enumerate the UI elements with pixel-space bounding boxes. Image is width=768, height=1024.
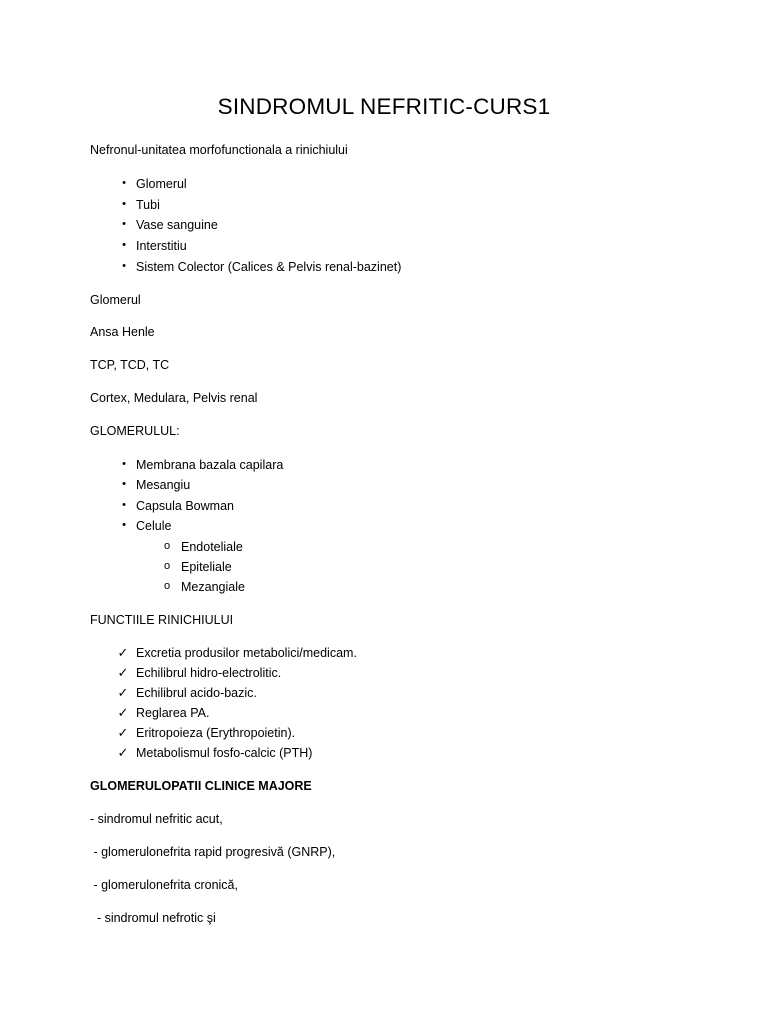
- bullet-icon: •: [122, 478, 126, 490]
- glomerulopatie-line: - sindromul nefritic acut,: [90, 812, 223, 826]
- glomerulopatie-line: - glomerulonefrita cronică,: [90, 878, 238, 892]
- bullet-icon: •: [122, 239, 126, 251]
- bullet-icon: •: [122, 519, 126, 531]
- line-glomerul: Glomerul: [90, 293, 141, 307]
- checkmark-icon: ✓: [117, 665, 129, 680]
- bullet-icon: •: [122, 218, 126, 230]
- bullet-icon: •: [122, 198, 126, 210]
- line-tubules: TCP, TCD, TC: [90, 358, 170, 372]
- checkmark-icon: ✓: [117, 745, 129, 760]
- glomerulopatie-line: - sindromul nefrotic şi: [90, 911, 216, 925]
- intro-line: Nefronul-unitatea morfofunctionala a rinichiului: [90, 143, 348, 157]
- bullet-icon: •: [122, 260, 126, 272]
- checkmark-icon: ✓: [117, 645, 129, 660]
- line-cortex: Cortex, Medulara, Pelvis renal: [90, 391, 258, 405]
- bullet-icon: •: [122, 499, 126, 511]
- checkmark-icon: ✓: [117, 685, 129, 700]
- page-title: SINDROMUL NEFRITIC-CURS1: [217, 94, 551, 119]
- checkmark-icon: ✓: [117, 725, 129, 740]
- bullet-icon: •: [122, 458, 126, 470]
- document-page: SINDROMUL NEFRITIC-CURS1 Nefronul-unitatea morfofunctionala a rinichiului • Glomerul • Tubi • Vase sanguine • Interstitiu • Sistem Colector (Calices & Pelvis renal-bazinet) Glomerul Ansa Henle TCP, TCD, TC Cortex, Medulara, Pelvis renal GLOMERULUL: • Membrana bazala capilara • Mesangiu • Capsula Bowman • Celule o Endoteliale o Epiteliale o Mezangiale FUNCTIILE RINICHIULUI ✓ Excretia produsilor metabolici/medicam. ✓ Echilibrul hidro-electrolitic. ✓ Echilibrul acido-bazic. ✓ Reglarea PA. ✓ Eritropoieza (Erythropoietin). ✓ Metabolismul fosfo-calcic (PTH) GLOMERULOPATII CLINICE MAJORE - sindromul nefritic acut, - glomerulonefrita rapid progresivă (GNRP), - glomerulonefrita cronică, - sindromul nefrotic şi: [0, 0, 768, 1024]
- glomerulopatie-line: - glomerulonefrita rapid progresivă (GNRP),: [90, 845, 336, 859]
- line-ansa-henle: Ansa Henle: [90, 325, 155, 339]
- glomerulopatii-heading: GLOMERULOPATII CLINICE MAJORE: [90, 779, 312, 793]
- bullet-icon: •: [122, 177, 126, 189]
- checkmark-icon: ✓: [117, 705, 129, 720]
- circle-bullet-icon: o: [163, 560, 171, 572]
- circle-bullet-icon: o: [163, 540, 171, 552]
- functii-heading: FUNCTIILE RINICHIULUI: [90, 613, 234, 627]
- circle-bullet-icon: o: [163, 580, 171, 592]
- glomerulul-heading: GLOMERULUL:: [90, 424, 180, 438]
